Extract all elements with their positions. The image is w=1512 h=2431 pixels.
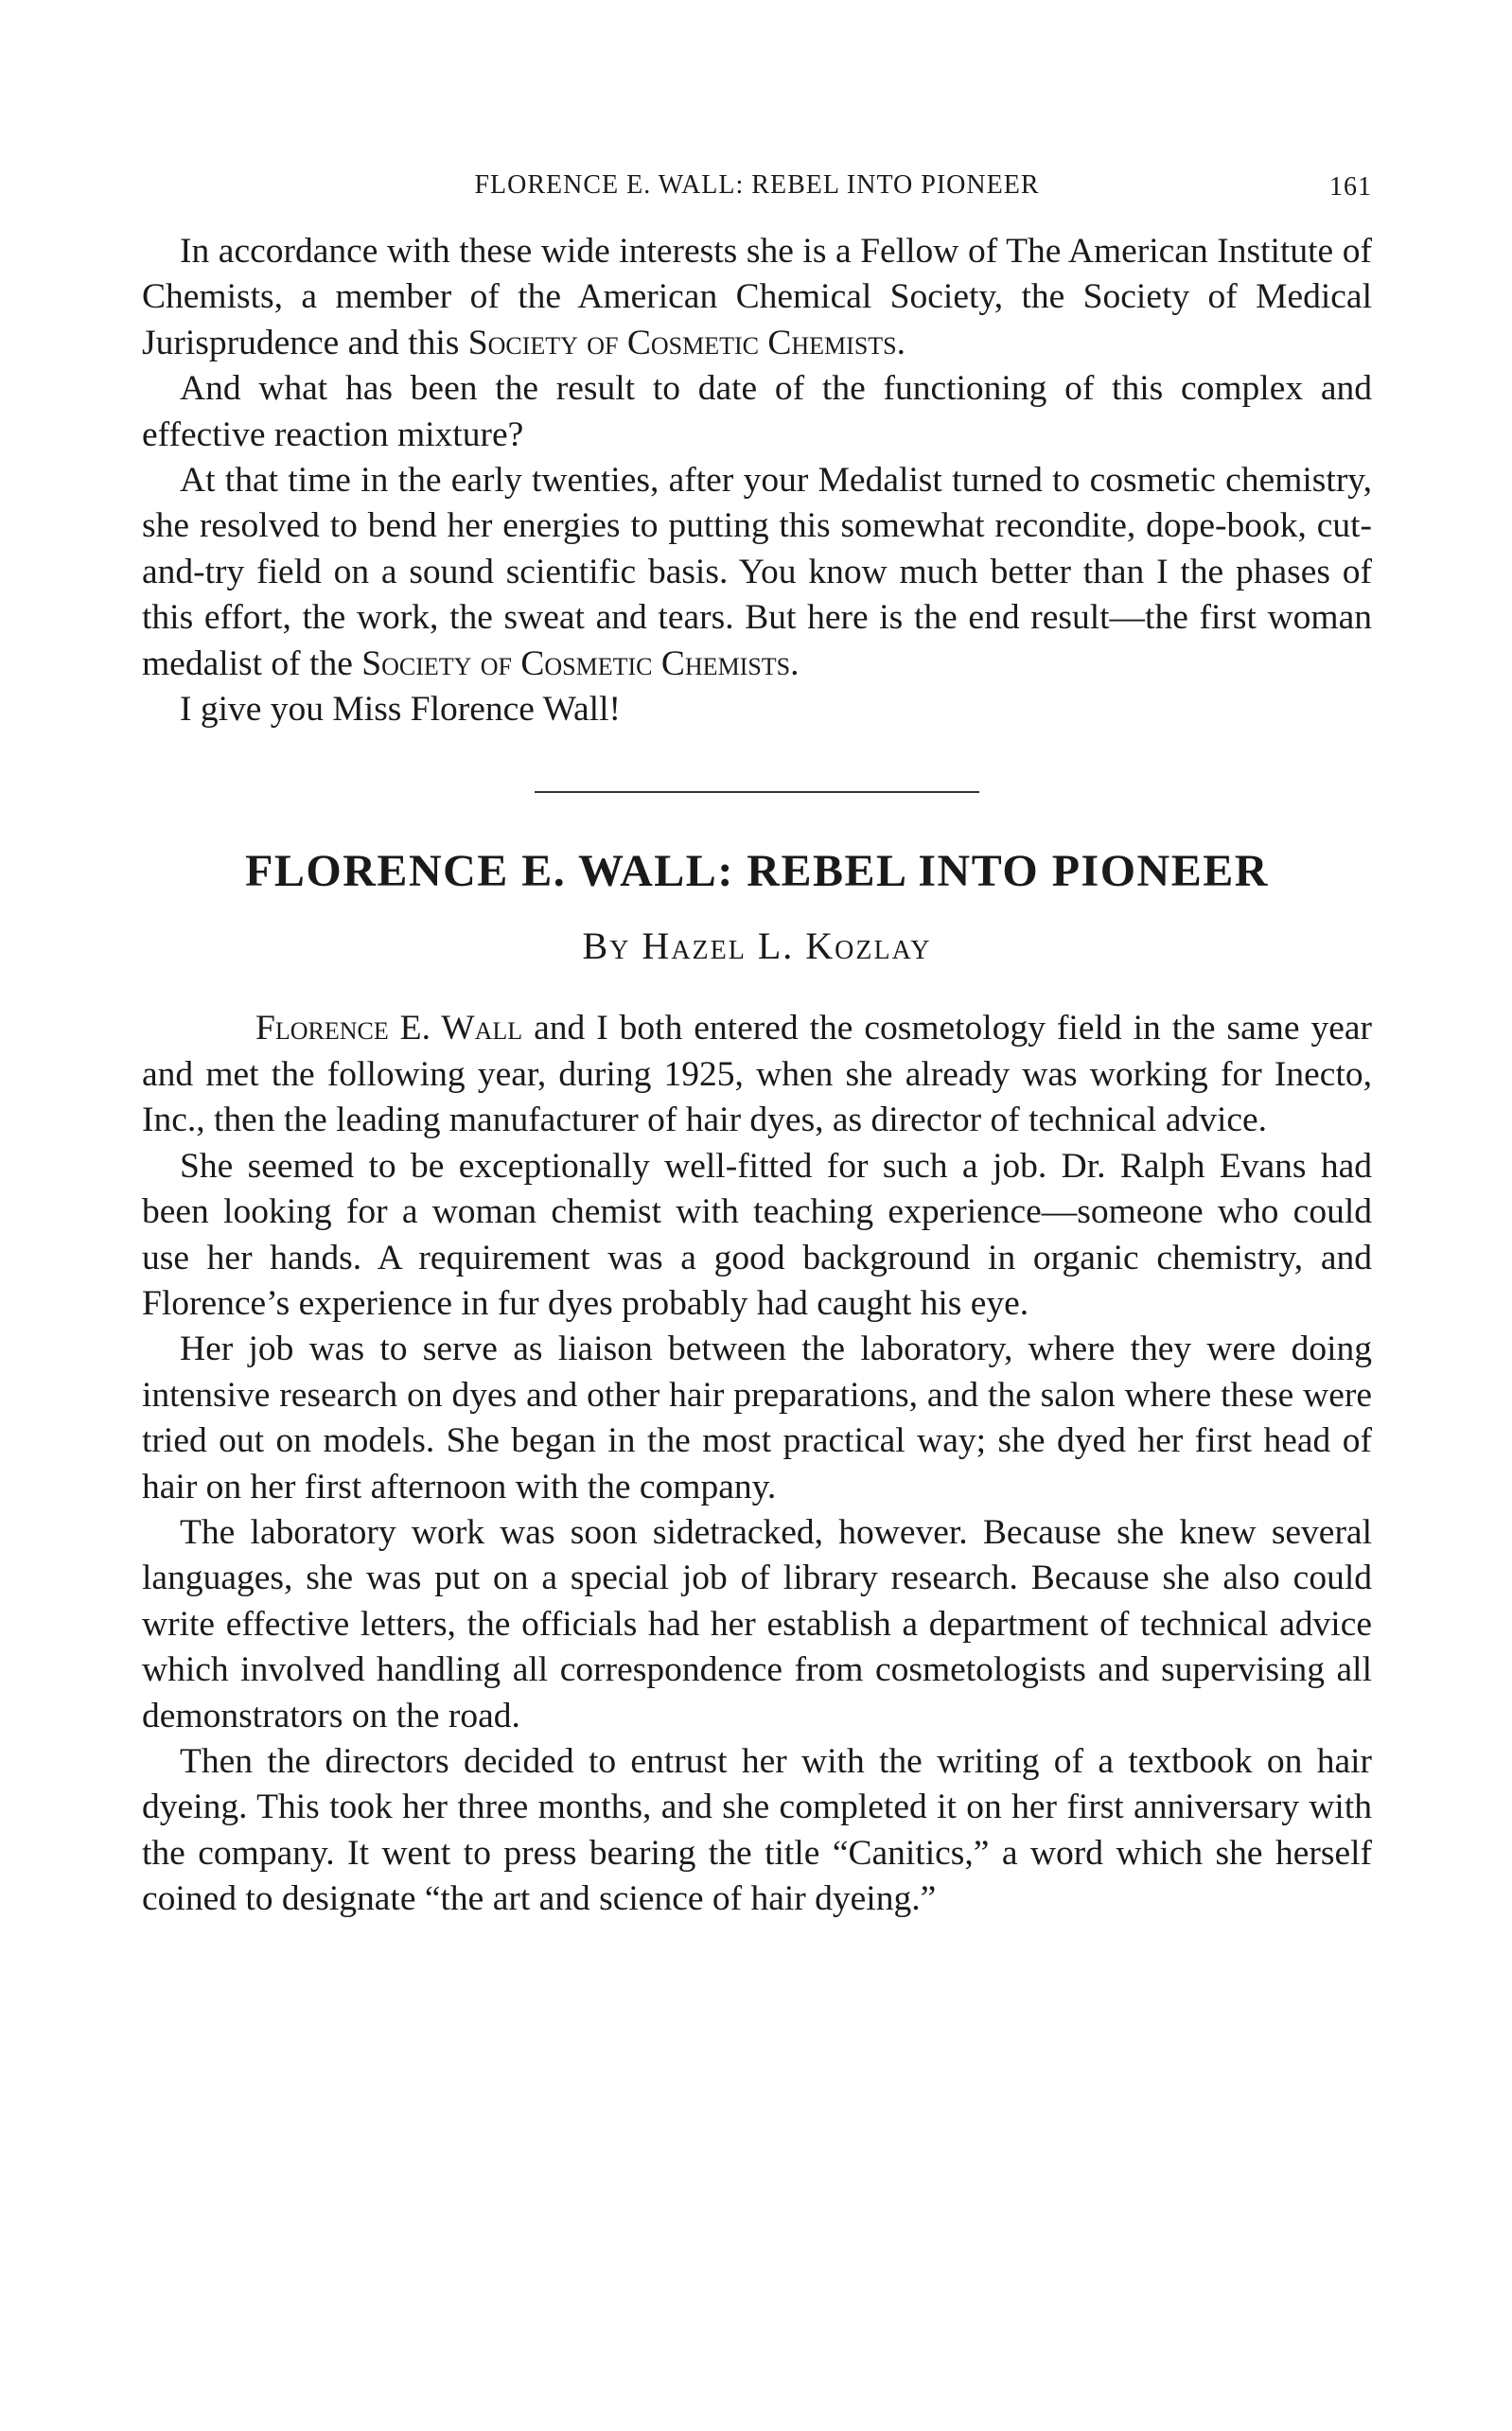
intro-p3-end: .	[790, 643, 800, 683]
intro-paragraph-3	[142, 458, 1372, 687]
intro-p3-text: At that time in the early twenties, after your Medalist turned to cosmetic chemistry, she resolved to bend her energies to putting this somewhat recondite, dope-book, cut-and-try field on a sound scientific basis. You know much better than I the phases of this effort, the work, the sweat and tears. But here is the end result—the first woman medalist of the	[142, 461, 1372, 683]
intro-section	[142, 229, 1372, 732]
document-page	[142, 161, 1372, 1923]
article-p1-name: Florence E. Wall	[255, 1009, 523, 1048]
article-title: FLORENCE E. WALL: REBEL INTO PIONEER	[245, 846, 1269, 897]
article-paragraph-4: The laboratory work was soon sidetracked, however. Because she knew several languages, she was put on a special job of library research. Because she also could write effective letters, the officials had her establish a department of technical advice which involved handling all correspondence from cosmetologists and supervising all demonstrators on the road.	[142, 1512, 1372, 1735]
intro-p1-society: Society of Cosmetic Chemists	[467, 323, 897, 362]
intro-p1-text: In accordance with these wide interests she is a Fellow of The American Institute of Chemists, a member of the American Chemical Society, the Society of Medical Jurisprudence and this	[142, 232, 1372, 362]
article-paragraph-5: Then the directors decided to entrust her with the writing of a textbook on hair dyeing. This took her three months, and she completed it on her first anniversary with the company. It went to press bearing the title “Canitics,” a word which she herself coined to designate “the art and science of hair dyeing.”	[142, 1741, 1372, 1919]
intro-p3-society: Society of Cosmetic Chemists	[361, 643, 791, 683]
running-header	[142, 161, 1372, 218]
intro-paragraph-4: I give you Miss Florence Wall!	[180, 690, 622, 730]
article-paragraph-3: Her job was to serve as liaison between the laboratory, where they were doing intensive research on dyes and other hair preparations, and the salon where these were tried out on models. She began in the most practical way; she dyed her first head of hair on her first afternoon with the company.	[142, 1330, 1372, 1506]
article-p1-text: and I both entered the cosmetology field in the same year and met the following year, during 1925, when she already was working for Inecto, Inc., then the leading manufacturer of hair dyes, as director of technical advice.	[142, 1009, 1373, 1140]
article-paragraph-1	[142, 1006, 1372, 1143]
intro-p1-end: .	[896, 323, 906, 362]
article-paragraph-2: She seemed to be exceptionally well-fitted for such a job. Dr. Ralph Evans had been looking for a woman chemist with teaching experience—someone who could use her hands. A requirement was a good background in organic chemistry, and Florence’s experience in fur dyes probably had caught his eye.	[142, 1146, 1372, 1323]
article-byline: By Hazel L. Kozlay	[582, 925, 932, 968]
running-title: FLORENCE E. WALL: REBEL INTO PIONEER	[474, 170, 1040, 200]
section-divider	[535, 791, 979, 793]
intro-paragraph-1	[142, 229, 1372, 366]
intro-paragraph-2: And what has been the result to date of the functioning of this complex and effective reaction mixture?	[142, 369, 1372, 454]
page-number: 161	[1329, 172, 1372, 202]
article-body	[142, 1006, 1372, 1922]
